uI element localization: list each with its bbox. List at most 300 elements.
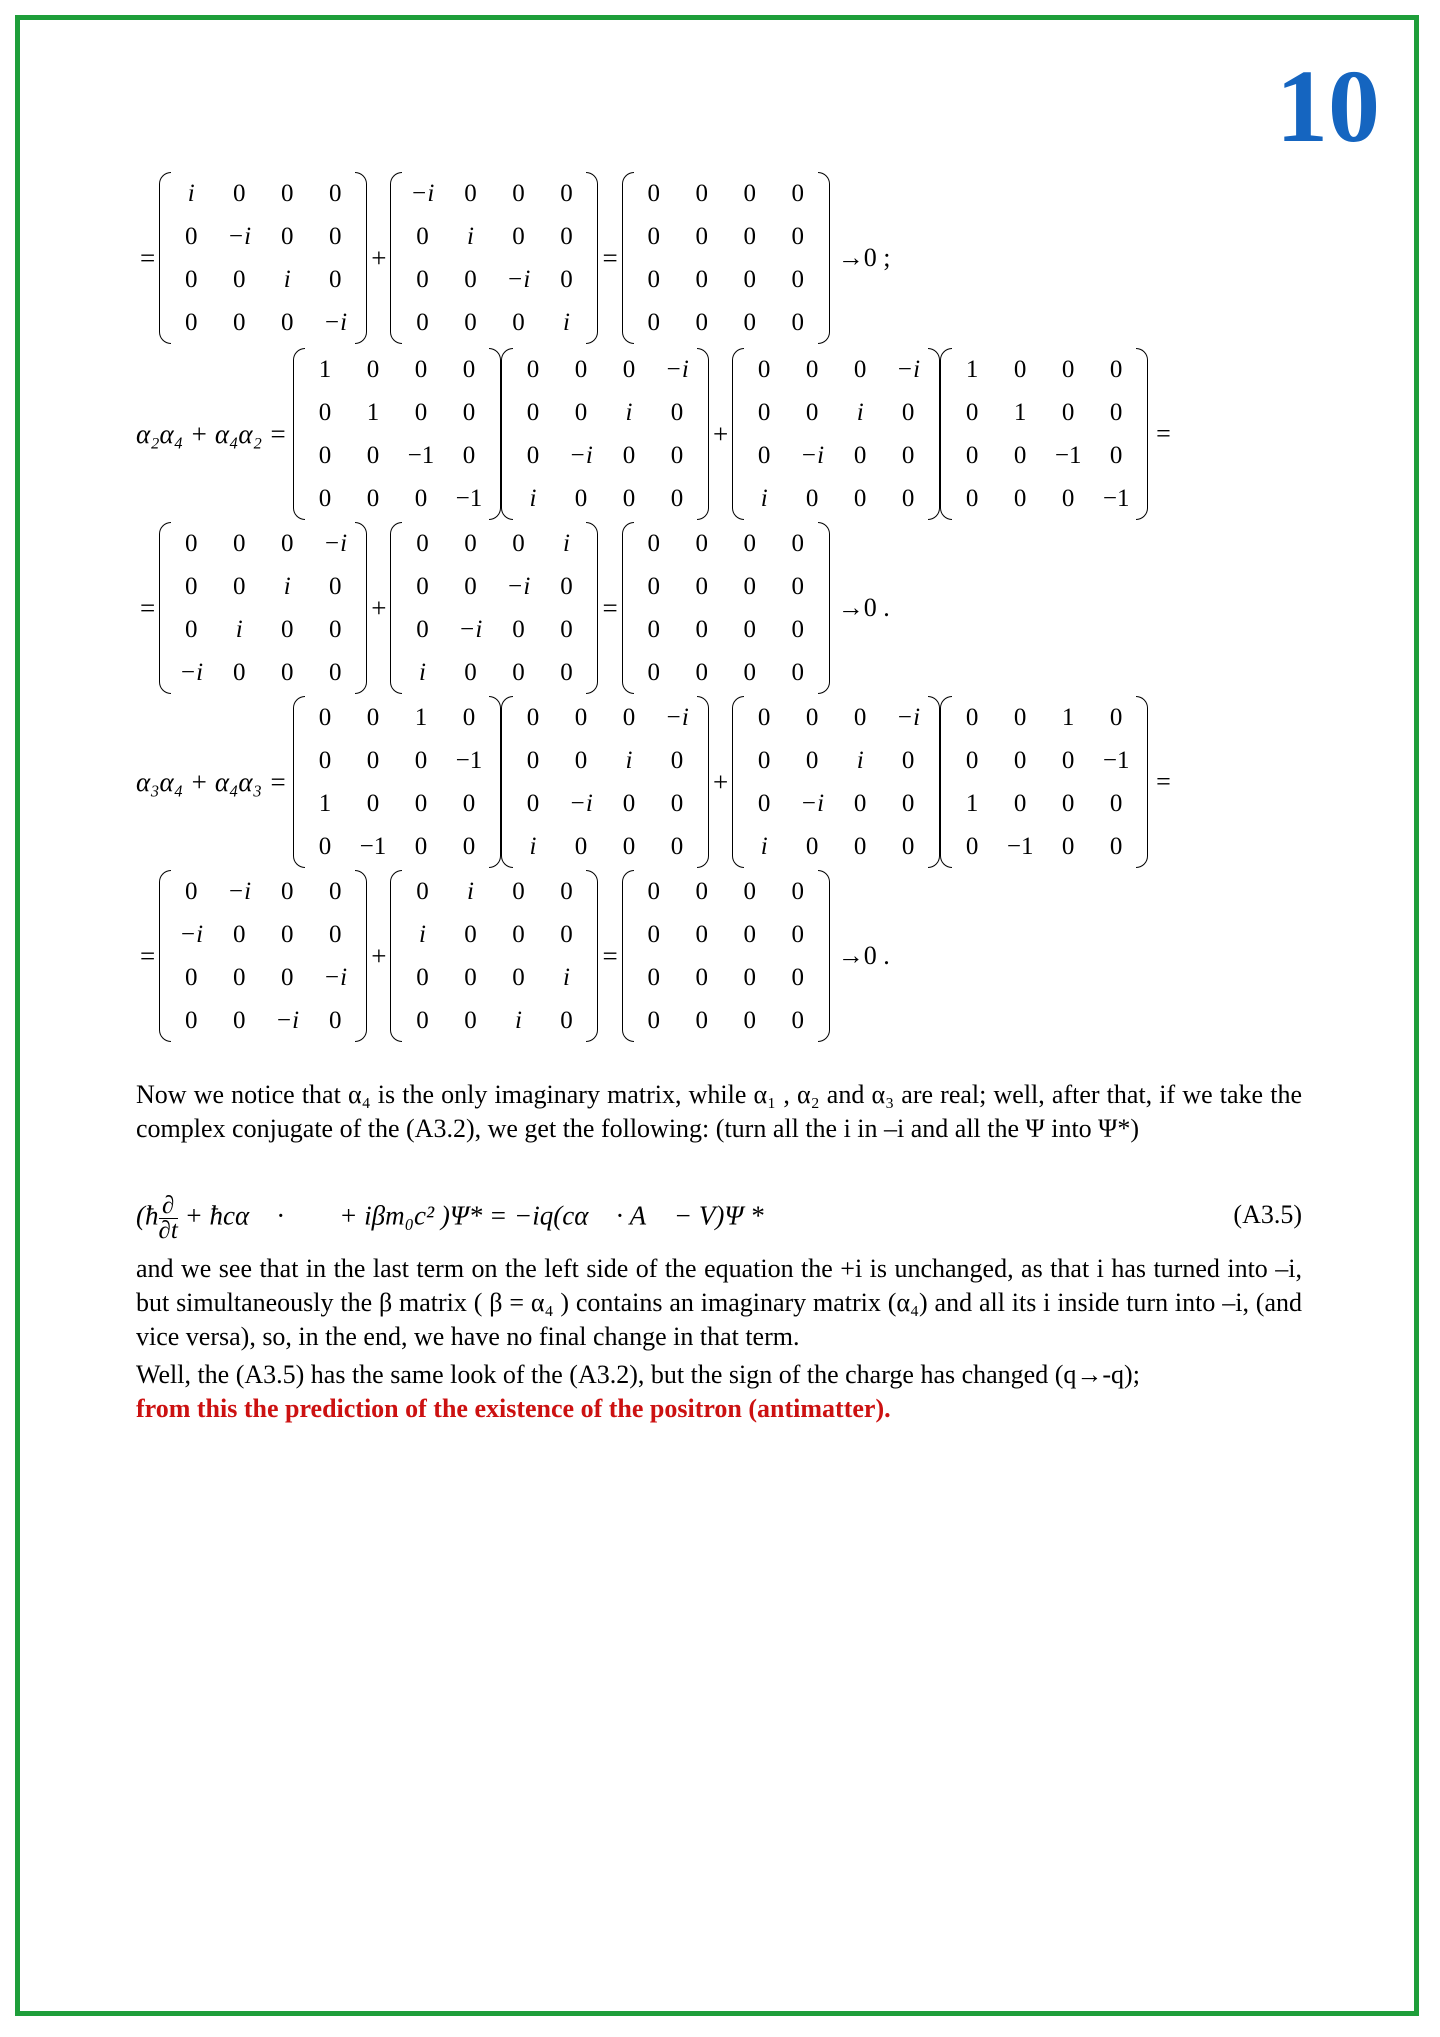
matrix-cell: 0	[280, 963, 294, 991]
matrix-cell: 0	[622, 703, 636, 731]
formula-body: + ħcα⃗ · ∇⃗ + iβm₀c² )Ψ* = −iq(cα⃗ · A⃗ − V)Ψ *	[177, 1200, 764, 1231]
matrix-cell: 0	[574, 703, 588, 731]
matrix-cell: 0	[743, 179, 756, 207]
matrix-cell: 0	[670, 484, 684, 512]
matrix-cell: 0	[743, 222, 756, 250]
matrix-cell: 0	[280, 877, 294, 905]
matrix-cell: 0	[622, 832, 636, 860]
equals-sign: =	[140, 592, 156, 623]
matrix-cell: −i	[800, 789, 825, 817]
matrix-cell: 0	[328, 658, 342, 686]
matrix-cell: 0	[512, 920, 525, 948]
matrix-cell: −1	[1006, 832, 1034, 860]
matrix-cell: 0	[901, 398, 915, 426]
matrix-cell: −i	[410, 179, 435, 207]
matrix-cell: 0	[232, 179, 246, 207]
matrix-cell: 0	[1013, 484, 1027, 512]
matrix-cell: 0	[965, 703, 979, 731]
matrix	[159, 172, 367, 344]
matrix-cell: 0	[901, 789, 915, 817]
matrix-cell: 0	[560, 572, 573, 600]
matrix-cell: 0	[512, 877, 525, 905]
matrix-cell: i	[562, 308, 570, 336]
matrix-cell: 0	[464, 308, 477, 336]
matrix-cell: 0	[695, 877, 708, 905]
matrix-cell: 0	[853, 441, 867, 469]
matrix-cell: 0	[791, 265, 804, 293]
matrix-cell: 0	[462, 832, 476, 860]
matrix-cell: 0	[757, 398, 771, 426]
matrix-cell: 0	[1061, 789, 1075, 817]
matrix-cell: 0	[184, 572, 198, 600]
matrix-cell: 0	[695, 920, 708, 948]
matrix-cell: 0	[512, 658, 525, 686]
matrix-cell: 0	[574, 832, 588, 860]
matrix-cell: −i	[323, 963, 348, 991]
matrix	[501, 348, 709, 520]
matrix-cell: 0	[1109, 789, 1123, 817]
matrix-cell: 0	[464, 1006, 477, 1034]
matrix-cell: 0	[232, 1006, 246, 1034]
matrix-cell: 0	[805, 746, 819, 774]
matrix-cell: 0	[328, 877, 342, 905]
matrix-cell: 0	[366, 484, 380, 512]
matrix-cell: i	[562, 529, 570, 557]
matrix-cell: 0	[901, 484, 915, 512]
matrix-cell: 0	[232, 572, 246, 600]
matrix-cell: i	[466, 877, 474, 905]
matrix-cell: 0	[560, 615, 573, 643]
matrix-cell: 0	[512, 179, 525, 207]
matrix-cell: 0	[805, 703, 819, 731]
matrix-cell: 0	[1013, 355, 1027, 383]
matrix-cell: 0	[647, 222, 660, 250]
matrix-cell: 0	[805, 355, 819, 383]
matrix-cell: 0	[318, 703, 332, 731]
matrix-cell: 0	[328, 265, 342, 293]
matrix-cell: 0	[965, 441, 979, 469]
matrix-cell: −i	[179, 920, 204, 948]
matrix-cell: 0	[743, 308, 756, 336]
matrix-cell: 0	[280, 179, 294, 207]
partial-derivative	[159, 1194, 178, 1243]
matrix-cell: 0	[647, 877, 660, 905]
matrix-cell: 0	[853, 703, 867, 731]
matrix-cell: i	[760, 484, 768, 512]
matrix-cell: 0	[647, 179, 660, 207]
equation-2	[136, 348, 1171, 520]
matrix-cell: 0	[414, 398, 428, 426]
matrix-cell: 1	[414, 703, 428, 731]
matrix-cell: i	[466, 222, 474, 250]
matrix-cell: 0	[184, 615, 198, 643]
plus-sign: +	[371, 242, 387, 273]
matrix-cell: 0	[318, 746, 332, 774]
matrix-cell: 0	[965, 832, 979, 860]
equation-tail: →0 ;	[837, 243, 891, 272]
formula-a3-5	[136, 1188, 1302, 1244]
matrix-cell: 0	[965, 746, 979, 774]
equation-tail: =	[1156, 767, 1171, 796]
equation-tail: →0 .	[837, 941, 890, 970]
matrix-cell: −1	[407, 441, 435, 469]
equation-label: (A3.5)	[1233, 1200, 1302, 1229]
matrix-cell: 0	[1061, 355, 1075, 383]
matrix-cell: 0	[414, 355, 428, 383]
matrix-cell: 0	[464, 963, 477, 991]
plus-sign: +	[712, 766, 729, 797]
matrix-cell: −i	[506, 265, 531, 293]
matrix-cell: 0	[695, 963, 708, 991]
matrix-cell: 0	[464, 572, 477, 600]
matrix	[940, 696, 1148, 868]
matrix-cell: 0	[670, 746, 684, 774]
derivative-numerator: ∂	[161, 1192, 175, 1219]
matrix-cell: −i	[665, 703, 689, 731]
paragraph-2: and we see that in the last term on the left side of the equation the +i is unchanged, as that i has turned into –i, but simultaneously the β matrix ( β = α₄ ) contains an imaginary matrix (α₄) and all its i inside turn into –i, (and vice versa), so, in the end, we have no final change in that term.	[136, 1254, 1302, 1351]
matrix	[622, 870, 830, 1042]
matrix-cell: 0	[791, 920, 804, 948]
matrix-cell: 0	[318, 398, 332, 426]
matrix-cell: 0	[1109, 398, 1123, 426]
matrix-cell: 0	[416, 877, 429, 905]
matrix-cell: 0	[184, 1006, 198, 1034]
matrix-cell: 0	[184, 877, 198, 905]
matrix-cell: 0	[1013, 441, 1027, 469]
equals-sign: =	[602, 592, 618, 623]
matrix-cell: 0	[526, 355, 540, 383]
matrix	[732, 348, 940, 520]
matrix-cell: 0	[1061, 398, 1075, 426]
matrix-cell: 1	[1061, 703, 1075, 731]
matrix-cell: −i	[323, 529, 348, 557]
matrix-cell: 0	[743, 529, 756, 557]
matrix-cell: −i	[458, 615, 483, 643]
matrix-cell: 0	[416, 963, 429, 991]
formula-prefix: (ħ	[136, 1200, 159, 1231]
matrix-cell: 0	[1109, 703, 1123, 731]
matrix-cell: 0	[280, 658, 294, 686]
matrix-cell: 0	[416, 308, 429, 336]
matrix-cell: 0	[280, 529, 294, 557]
matrix-cell: i	[283, 265, 291, 293]
matrix-cell: 0	[574, 398, 588, 426]
matrix	[293, 348, 501, 520]
matrix-cell: i	[625, 398, 633, 426]
matrix-cell: 1	[318, 355, 332, 383]
matrix-cell: 0	[805, 832, 819, 860]
matrix-cell: 0	[647, 920, 660, 948]
matrix-cell: 0	[232, 963, 246, 991]
equation-tail: =	[1156, 419, 1171, 448]
matrix-cell: 0	[414, 832, 428, 860]
matrix-cell: 0	[805, 398, 819, 426]
matrix-cell: 0	[757, 789, 771, 817]
matrix-cell: 0	[414, 746, 428, 774]
matrix-cell: i	[529, 832, 537, 860]
matrix-cell: i	[856, 746, 864, 774]
matrix-cell: i	[529, 484, 537, 512]
matrix-cell: 0	[622, 355, 636, 383]
matrix-cell: −i	[896, 355, 921, 383]
matrix-cell: 0	[366, 355, 380, 383]
matrix-cell: 0	[328, 222, 342, 250]
equation-5	[136, 870, 890, 1042]
matrix-cell: 0	[647, 529, 660, 557]
matrix-cell: 0	[512, 308, 525, 336]
matrix-cell: 0	[328, 572, 342, 600]
matrix-cell: 0	[1061, 484, 1075, 512]
matrix-cell: 0	[184, 529, 198, 557]
matrix-cell: i	[562, 963, 570, 991]
matrix-cell: i	[760, 832, 768, 860]
matrix-cell: 0	[965, 484, 979, 512]
matrix-cell: 0	[328, 920, 342, 948]
matrix-cell: 0	[462, 398, 476, 426]
matrix-cell: 0	[560, 920, 573, 948]
matrix-cell: 0	[328, 615, 342, 643]
equation-1	[136, 172, 890, 344]
matrix-cell: 0	[232, 265, 246, 293]
matrix-cell: 0	[232, 308, 246, 336]
matrix-cell: 0	[743, 963, 756, 991]
matrix-cell: 0	[695, 529, 708, 557]
matrix-cell: 0	[622, 789, 636, 817]
matrix-cell: i	[187, 179, 195, 207]
matrix-cell: 0	[416, 265, 429, 293]
matrix-cell: 0	[462, 703, 476, 731]
equals-sign: =	[140, 242, 156, 273]
matrix	[501, 696, 709, 868]
plus-sign: +	[712, 418, 729, 449]
matrix-cell: 0	[464, 658, 477, 686]
paragraph-1: Now we notice that α₄ is the only imaginary matrix, while α₁ , α₂ and α₃ are real; well, after that, if we take the complex conjugate of the (A3.2), we get the following: (turn all the i in –i and all the Ψ into Ψ*)	[136, 1080, 1302, 1143]
matrix-cell: 0	[791, 179, 804, 207]
matrix-cell: 0	[805, 484, 819, 512]
matrix-cell: 0	[670, 789, 684, 817]
paragraph-3: Well, the (A3.5) has the same look of the (A3.2), but the sign of the charge has changed (q→-q);	[136, 1360, 1140, 1389]
matrix	[390, 522, 598, 694]
matrix-cell: −1	[1102, 484, 1130, 512]
matrix-cell: 0	[743, 920, 756, 948]
matrix-cell: 0	[232, 658, 246, 686]
matrix-cell: 0	[574, 746, 588, 774]
matrix-cell: 0	[647, 308, 660, 336]
matrix-cell: i	[418, 920, 426, 948]
matrix-cell: 0	[743, 572, 756, 600]
matrix-cell: 0	[695, 1006, 708, 1034]
matrix-cell: 0	[647, 572, 660, 600]
matrix	[159, 870, 367, 1042]
matrix	[940, 348, 1148, 520]
matrix-cell: 0	[647, 963, 660, 991]
matrix-cell: 0	[464, 179, 477, 207]
matrix-cell: 0	[560, 222, 573, 250]
conclusion-highlight: from this the prediction of the existence of the positron (antimatter).	[136, 1394, 891, 1423]
matrix-cell: 0	[901, 832, 915, 860]
matrix-cell: −1	[455, 484, 483, 512]
matrix-cell: i	[625, 746, 633, 774]
matrix-cell: 0	[416, 572, 429, 600]
matrix-cell: 0	[965, 398, 979, 426]
matrix-cell: 0	[416, 222, 429, 250]
matrix-cell: 0	[318, 441, 332, 469]
matrix-cell: 0	[366, 746, 380, 774]
matrix-cell: 0	[791, 877, 804, 905]
matrix-cell: 0	[853, 355, 867, 383]
matrix-cell: i	[856, 398, 864, 426]
matrix-cell: 0	[647, 658, 660, 686]
matrix-cell: 0	[464, 265, 477, 293]
matrix-cell: 0	[1109, 355, 1123, 383]
matrix-cell: 0	[901, 441, 915, 469]
matrix-cell: 0	[743, 265, 756, 293]
plus-sign: +	[371, 592, 387, 623]
matrix-cell: 0	[414, 789, 428, 817]
matrix-cell: 0	[695, 179, 708, 207]
matrix-cell: 0	[328, 1006, 342, 1034]
matrix-cell: 0	[184, 308, 198, 336]
matrix-cell: 0	[1061, 832, 1075, 860]
matrix-cell: 0	[791, 1006, 804, 1034]
matrix-cell: 0	[280, 308, 294, 336]
matrix-cell: 1	[965, 355, 979, 383]
matrix-cell: 0	[512, 529, 525, 557]
matrix-cell: 0	[560, 179, 573, 207]
matrix-cell: 0	[791, 529, 804, 557]
matrix-cell: 0	[318, 484, 332, 512]
matrix-cell: 0	[560, 1006, 573, 1034]
matrix-cell: 1	[965, 789, 979, 817]
matrix-cell: −i	[665, 355, 689, 383]
matrix-cell: 0	[743, 877, 756, 905]
matrix-cell: 0	[853, 484, 867, 512]
matrix-cell: i	[235, 615, 243, 643]
matrix-cell: 0	[560, 265, 573, 293]
matrix-cell: 0	[853, 832, 867, 860]
matrix-cell: 0	[574, 355, 588, 383]
matrix-cell: 0	[574, 484, 588, 512]
matrix-cell: 0	[526, 746, 540, 774]
matrix	[390, 870, 598, 1042]
matrix	[622, 522, 830, 694]
matrix-cell: 0	[695, 572, 708, 600]
matrix-cell: 0	[526, 703, 540, 731]
matrix-cell: 0	[791, 615, 804, 643]
matrix-cell: −1	[359, 832, 387, 860]
matrix-cell: 0	[670, 832, 684, 860]
matrix-cell: 0	[1013, 746, 1027, 774]
matrix-cell: 0	[1109, 832, 1123, 860]
matrix-cell: −i	[569, 441, 593, 469]
matrix-cell: 0	[757, 746, 771, 774]
matrix-cell: 0	[416, 1006, 429, 1034]
matrix-cell: 0	[1109, 441, 1123, 469]
plus-sign: +	[371, 940, 387, 971]
matrix-cell: 0	[526, 789, 540, 817]
matrix-cell: 0	[647, 615, 660, 643]
matrix-cell: 0	[328, 179, 342, 207]
matrix-cell: −i	[506, 572, 531, 600]
matrix-cell: 0	[280, 222, 294, 250]
matrix-cell: 0	[184, 265, 198, 293]
matrix-cell: 0	[462, 355, 476, 383]
equation-lhs: α₃α₄ + α₄α₃ =	[136, 766, 287, 797]
matrix-cell: 0	[743, 658, 756, 686]
equation-4	[136, 696, 1171, 868]
matrix	[390, 172, 598, 344]
matrix-cell: 0	[366, 441, 380, 469]
matrix-cell: 0	[791, 658, 804, 686]
equation-lhs: α₂α₄ + α₄α₂ =	[136, 418, 287, 449]
matrix-cell: 0	[416, 615, 429, 643]
matrix-cell: 0	[280, 615, 294, 643]
matrix-cell: 0	[757, 441, 771, 469]
matrix-cell: 0	[695, 615, 708, 643]
matrix-cell: −1	[1054, 441, 1082, 469]
matrix-cell: −i	[896, 703, 921, 731]
matrix-cell: 0	[1061, 746, 1075, 774]
matrix	[732, 696, 940, 868]
matrix-cell: −1	[455, 746, 483, 774]
matrix-cell: 0	[791, 222, 804, 250]
matrix-cell: 0	[670, 441, 684, 469]
matrix-cell: 1	[366, 398, 380, 426]
matrix	[159, 522, 367, 694]
matrix-cell: 0	[318, 832, 332, 860]
page-number: 10	[1276, 49, 1380, 164]
equation-3	[136, 522, 890, 694]
matrix-cell: 0	[647, 1006, 660, 1034]
matrix-cell: i	[514, 1006, 522, 1034]
matrix-cell: −i	[227, 222, 252, 250]
matrix-cell: 0	[695, 222, 708, 250]
matrix-cell: 0	[670, 398, 684, 426]
matrix-cell: 0	[232, 920, 246, 948]
matrix-cell: 0	[184, 222, 198, 250]
matrix-cell: 0	[695, 658, 708, 686]
matrix-cell: −1	[1102, 746, 1130, 774]
matrix-cell: 0	[462, 441, 476, 469]
matrix-cell: 0	[791, 963, 804, 991]
matrix-cell: i	[283, 572, 291, 600]
equals-sign: =	[602, 242, 618, 273]
matrix-cell: 0	[366, 789, 380, 817]
matrix-cell: 1	[1013, 398, 1027, 426]
matrix-cell: 0	[647, 265, 660, 293]
matrix-cell: 0	[757, 703, 771, 731]
matrix-cell: 0	[622, 484, 636, 512]
matrix-cell: 0	[512, 615, 525, 643]
matrix-cell: −i	[179, 658, 204, 686]
matrix-cell: 0	[464, 920, 477, 948]
matrix-cell: −i	[800, 441, 825, 469]
matrix	[293, 696, 501, 868]
matrix-cell: 0	[280, 920, 294, 948]
matrix-cell: 0	[853, 789, 867, 817]
equals-sign: =	[140, 940, 156, 971]
matrix-cell: 0	[1013, 789, 1027, 817]
matrix-cell: 0	[512, 222, 525, 250]
equals-sign: =	[602, 940, 618, 971]
matrix-cell: 0	[743, 1006, 756, 1034]
matrix-cell: 0	[622, 441, 636, 469]
matrix-cell: 0	[560, 658, 573, 686]
matrix-cell: 0	[184, 963, 198, 991]
matrix-cell: 0	[416, 529, 429, 557]
matrix-cell: 0	[464, 529, 477, 557]
matrix-cell: −i	[275, 1006, 300, 1034]
